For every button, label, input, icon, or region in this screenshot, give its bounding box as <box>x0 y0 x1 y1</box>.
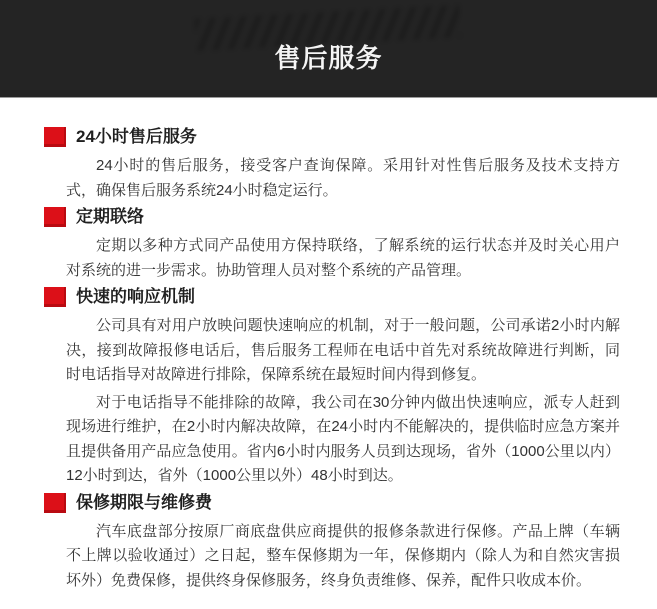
red-square-bullet-icon <box>44 127 66 147</box>
red-square-bullet-icon <box>44 493 66 513</box>
section-header <box>44 286 620 308</box>
section-paragraph: 对于电话指导不能排除的故障，我公司在30分钟内做出快速响应，派专人赶到现场进行维护，在2小时内解决故障，在24小时内不能解决的，提供临时应急方案并且提供备用产品应急使用。省内6小时内服务人员到达现场，省外（1000公里以内）12小时到达，省外（1000公里以外）48小时到达。 <box>66 393 620 484</box>
section-paragraph: 24小时的售后服务，接受客户查询保障。采用针对性售后服务及技术支持方式，确保售后服务系统24小时稳定运行。 <box>66 157 620 199</box>
section-header <box>44 206 620 228</box>
section-rapid-response <box>44 286 620 489</box>
section-header <box>44 126 620 148</box>
section-header <box>44 492 620 514</box>
section-heading: 定期联络 <box>76 207 144 226</box>
section-heading: 快速的响应机制 <box>76 287 195 306</box>
section-heading: 保修期限与维修费 <box>76 492 212 512</box>
section-paragraph: 汽车底盘部分按原厂商底盘供应商提供的报修条款进行保修。产品上牌（车辆不上牌以验收通过）之日起，整车保修期为一年，保修期内（除人为和自然灾害损坏外）免费保修，提供终身保修服务，终身负责维修、保养，配件只收成本价。 <box>66 522 620 589</box>
content-area <box>0 126 657 593</box>
section-warranty-terms <box>44 492 620 594</box>
section-regular-contact <box>44 206 620 283</box>
section-24h-service <box>44 126 620 203</box>
header-banner <box>0 0 657 98</box>
section-paragraph: 公司具有对用户放映问题快速响应的机制，对于一般问题，公司承诺2小时内解决，接到故障报修电话后，售后服务工程师在电话中首先对系统故障进行判断，同时电话指导对故障进行排除，保障系统在最短时间内得到修复。 <box>66 317 620 383</box>
section-heading: 24小时售后服务 <box>76 127 197 146</box>
page-title: 售后服务 <box>274 43 383 73</box>
section-paragraph: 定期以多种方式同产品使用方保持联络，了解系统的运行状态并及时关心用户对系统的进一步需求。协助管理人员对整个系统的产品管理。 <box>66 237 620 279</box>
red-square-bullet-icon <box>44 287 66 307</box>
red-square-bullet-icon <box>44 207 66 227</box>
